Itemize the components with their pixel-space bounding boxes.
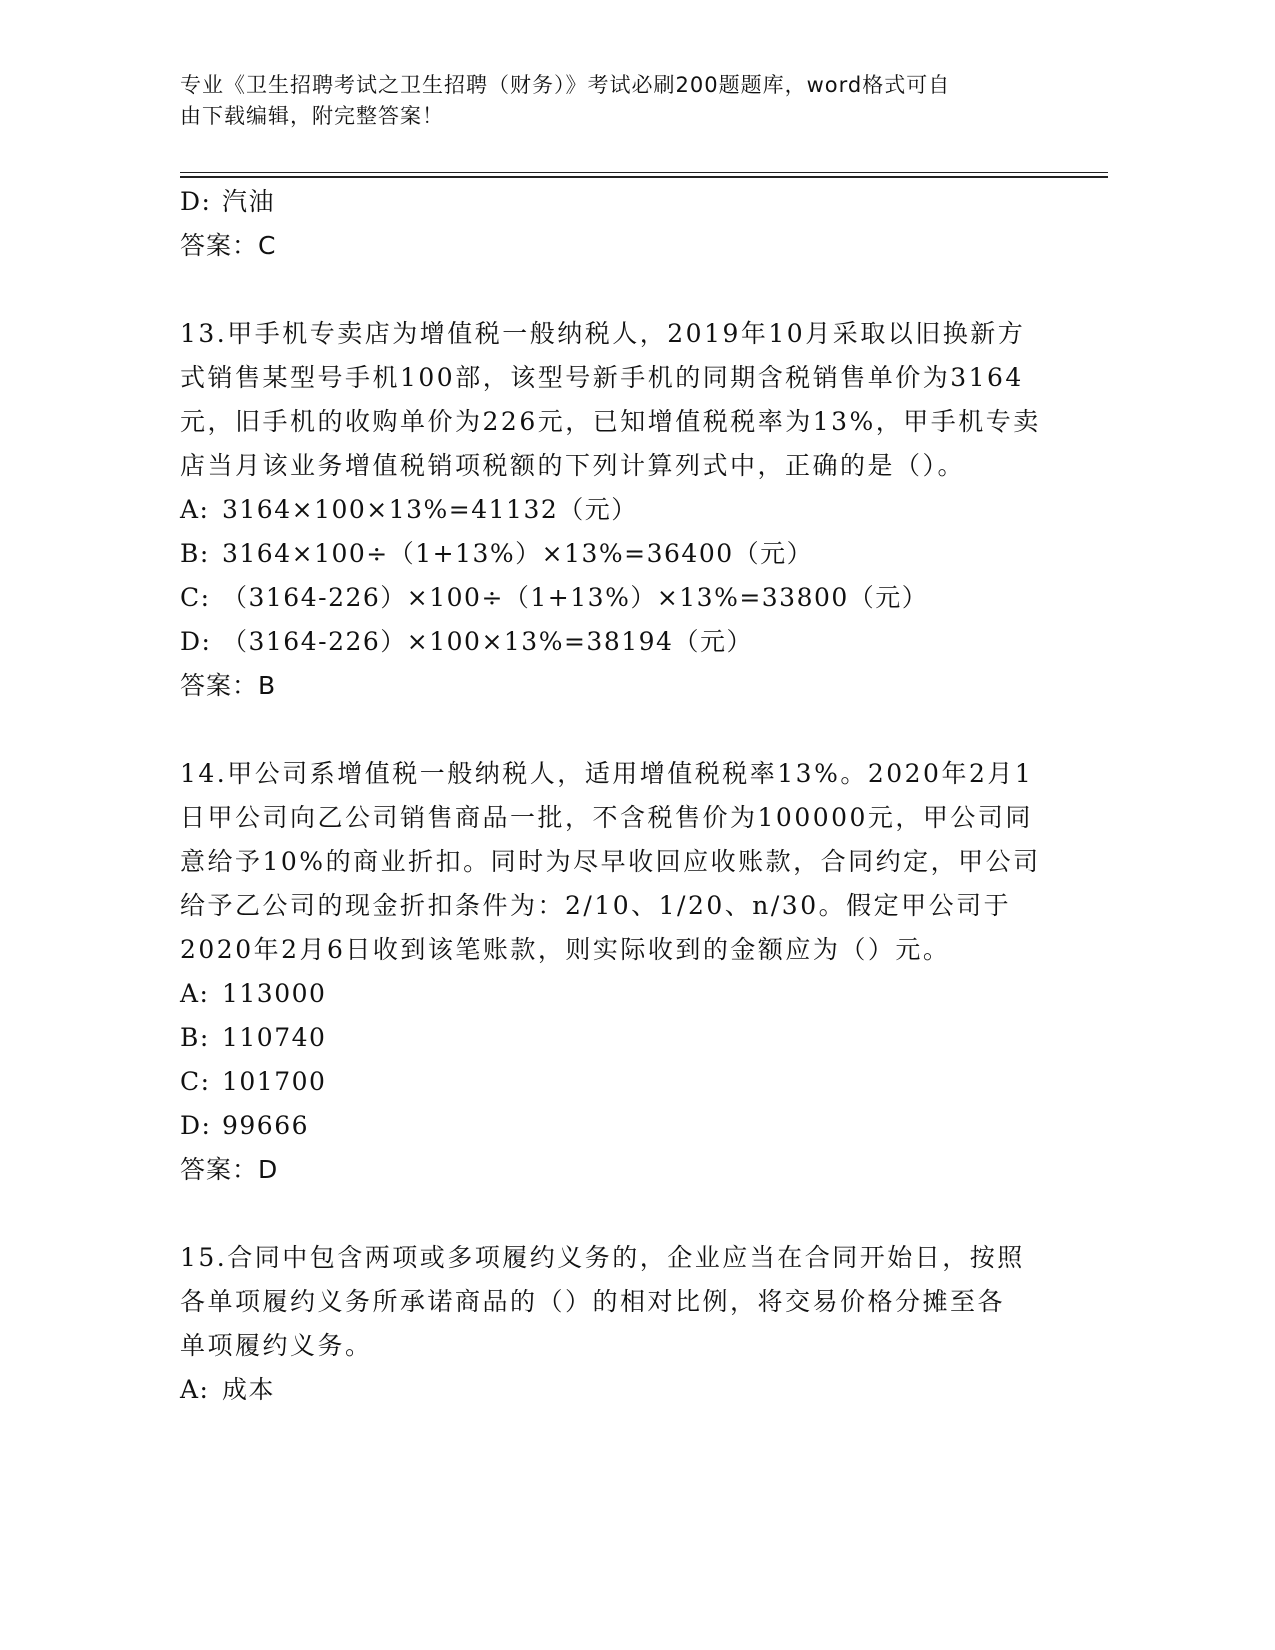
question-15 (180, 1236, 1040, 1412)
document-body (180, 180, 1040, 1412)
question-13-text-line: 式销售某型号手机100部，该型号新手机的同期含税销售单价为3164 (180, 363, 1024, 392)
header-line-2: 由下载编辑，附完整答案！ (180, 104, 444, 128)
question-13-text-line: 店当月该业务增值税销项税额的下列计算列式中，正确的是（）。 (180, 451, 966, 480)
question-14-text-line: 2020年2月6日收到该笔账款，则实际收到的金额应为（）元。 (180, 935, 951, 964)
question-13-option-c: C: （3164-226）×100÷（1+13%）×13%=33800（元） (180, 583, 929, 612)
question-14-text-line: 给予乙公司的现金折扣条件为：2/10、1/20、n/30。假定甲公司于 (180, 891, 1012, 920)
header-divider-thick (180, 176, 1108, 178)
question-13-option-a: A: 3164×100×13%=41132（元） (180, 495, 638, 524)
question-14 (180, 752, 1040, 1192)
spacer (180, 268, 1040, 312)
document-header (180, 70, 1030, 132)
question-13-text-line: 元，旧手机的收购单价为226元，已知增值税税率为13%，甲手机专卖 (180, 407, 1041, 436)
spacer (180, 708, 1040, 752)
question-14-option-b: B: 110740 (180, 1023, 327, 1052)
question-13 (180, 312, 1040, 708)
question-14-answer: 答案：D (180, 1155, 279, 1184)
question-13-option-d: D: （3164-226）×100×13%=38194（元） (180, 627, 753, 656)
question-14-text-line: 14.甲公司系增值税一般纳税人，适用增值税税率13%。2020年2月1 (180, 759, 1034, 788)
question-15-text-line: 各单项履约义务所承诺商品的（）的相对比例，将交易价格分摊至各 (180, 1287, 1006, 1316)
header-line-1: 专业《卫生招聘考试之卫生招聘（财务）》考试必刷200题题库，word格式可自 (180, 73, 951, 97)
prev-question-option-d: D: 汽油 (180, 187, 276, 216)
prev-question-answer: 答案：C (180, 231, 277, 260)
question-14-text-line: 日甲公司向乙公司销售商品一批，不含税售价为100000元，甲公司同 (180, 803, 1033, 832)
question-13-option-b: B: 3164×100÷（1+13%）×13%=36400（元） (180, 539, 814, 568)
question-14-option-d: D: 99666 (180, 1111, 310, 1140)
question-13-answer: 答案：B (180, 671, 277, 700)
question-14-option-c: C: 101700 (180, 1067, 327, 1096)
question-15-text-line: 单项履约义务。 (180, 1331, 373, 1360)
question-13-text-line: 13.甲手机专卖店为增值税一般纳税人，2019年10月采取以旧换新方 (180, 319, 1026, 348)
question-14-text-line: 意给予10%的商业折扣。同时为尽早收回应收账款，合同约定，甲公司 (180, 847, 1041, 876)
spacer (180, 1192, 1040, 1236)
question-15-text-line: 15.合同中包含两项或多项履约义务的，企业应当在合同开始日，按照 (180, 1243, 1025, 1272)
header-divider-thin (180, 172, 1108, 173)
question-15-option-a: A: 成本 (180, 1375, 276, 1404)
question-14-option-a: A: 113000 (180, 979, 327, 1008)
